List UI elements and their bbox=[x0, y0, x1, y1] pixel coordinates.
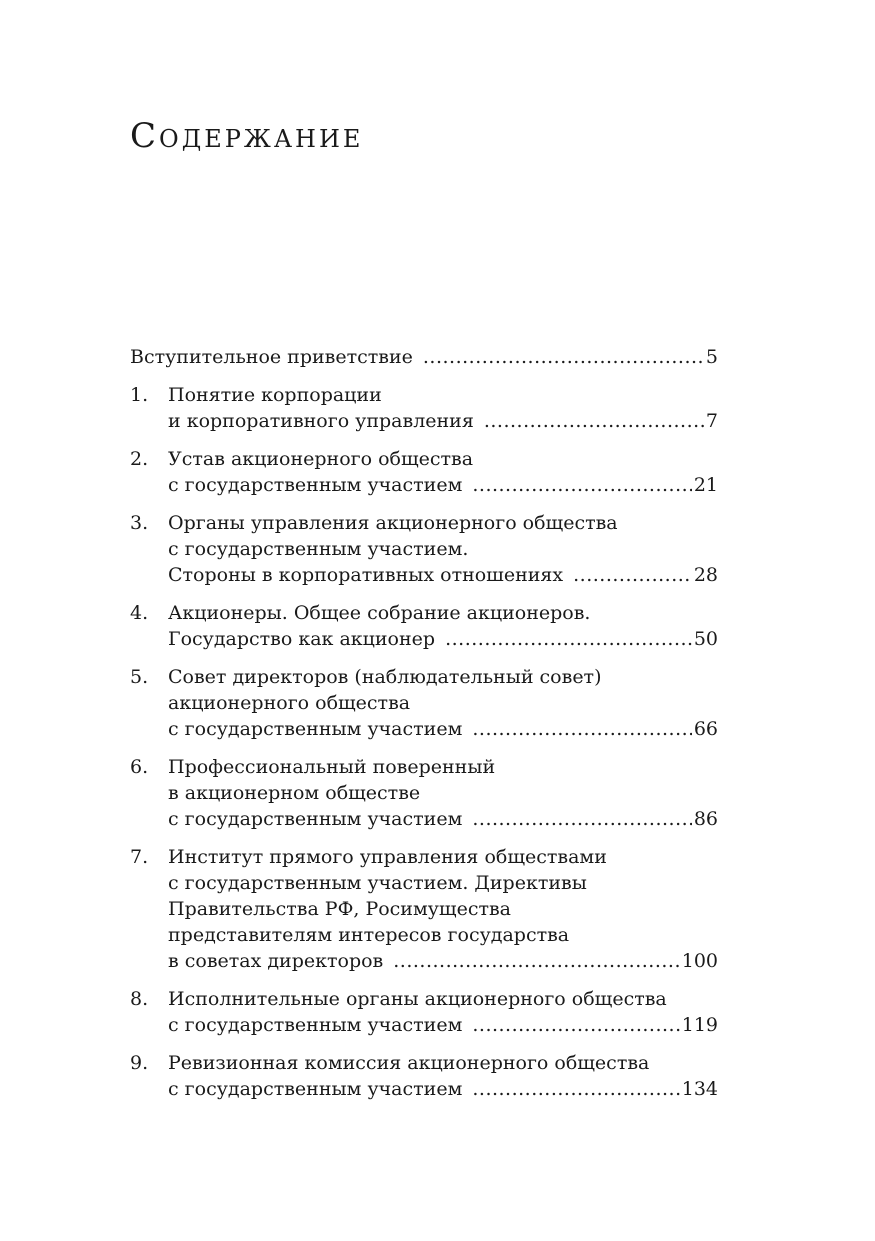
toc-entry[interactable] bbox=[130, 844, 718, 974]
toc-entry-line: с государственным участием. Директивы bbox=[168, 872, 587, 894]
toc-entry-title: Стороны в корпоративных отношениях bbox=[168, 564, 564, 586]
dot-leader bbox=[472, 806, 691, 832]
toc-page-number: 7 bbox=[705, 410, 718, 432]
dot-leader bbox=[472, 716, 691, 742]
toc-entry[interactable] bbox=[130, 754, 718, 832]
toc-page-number: 28 bbox=[693, 564, 718, 586]
toc-page-number: 66 bbox=[693, 718, 718, 740]
dot-leader bbox=[573, 562, 692, 588]
dot-leader bbox=[423, 344, 704, 370]
toc-entry-line: Правительства РФ, Росимущества bbox=[168, 898, 512, 920]
toc-entry-title: Государство как акционер bbox=[168, 628, 436, 650]
toc-entry-number: 2. bbox=[130, 448, 149, 470]
toc-entry[interactable] bbox=[130, 510, 718, 588]
toc-entry-line: Акционеры. Общее собрание акционеров. bbox=[168, 602, 591, 624]
toc-entry[interactable] bbox=[130, 382, 718, 434]
toc-entry-line: Профессиональный поверенный bbox=[168, 756, 496, 778]
toc-entry-number: 8. bbox=[130, 988, 149, 1010]
dot-leader bbox=[484, 408, 704, 434]
page-title: Содержание bbox=[130, 116, 364, 156]
toc-page-number: 134 bbox=[681, 1078, 718, 1100]
dot-leader bbox=[472, 472, 691, 498]
toc-page-number: 86 bbox=[693, 808, 718, 830]
toc-entry-title: с государственным участием bbox=[168, 474, 463, 496]
toc-page-number: 50 bbox=[693, 628, 718, 650]
toc-entry[interactable] bbox=[130, 344, 718, 370]
toc-entry[interactable] bbox=[130, 1050, 718, 1102]
toc-page-number: 100 bbox=[681, 950, 718, 972]
toc-entry-line: с государственным участием. bbox=[168, 538, 469, 560]
dot-leader bbox=[445, 626, 692, 652]
toc-entry-line: Исполнительные органы акционерного общества bbox=[168, 988, 667, 1010]
toc-entry-line: Понятие корпорации bbox=[168, 384, 382, 406]
table-of-contents bbox=[130, 344, 718, 1114]
toc-entry-title: и корпоративного управления bbox=[168, 410, 474, 432]
toc-entry-number: 3. bbox=[130, 512, 149, 534]
toc-entry-line: Устав акционерного общества bbox=[168, 448, 474, 470]
toc-entry-line: акционерного общества bbox=[168, 692, 411, 714]
toc-entry-title: с государственным участием bbox=[168, 1078, 463, 1100]
toc-entry-line: в акционерном обществе bbox=[168, 782, 421, 804]
toc-entry-number: 7. bbox=[130, 846, 149, 868]
toc-entry-number: 5. bbox=[130, 666, 149, 688]
toc-entry-title: с государственным участием bbox=[168, 808, 463, 830]
toc-page-number: 21 bbox=[693, 474, 718, 496]
toc-page-number: 119 bbox=[681, 1014, 718, 1036]
toc-entry-line: Органы управления акционерного общества bbox=[168, 512, 618, 534]
toc-entry-line: представителям интересов государства bbox=[168, 924, 570, 946]
toc-entry-title: с государственным участием bbox=[168, 1014, 463, 1036]
toc-entry-number: 9. bbox=[130, 1052, 149, 1074]
toc-entry-title: с государственным участием bbox=[168, 718, 463, 740]
toc-entry-line: Институт прямого управления обществами bbox=[168, 846, 607, 868]
toc-entry-number: 4. bbox=[130, 602, 149, 624]
toc-entry-title: в советах директоров bbox=[168, 950, 384, 972]
toc-entry-title: Вступительное приветствие bbox=[130, 346, 413, 368]
toc-entry[interactable] bbox=[130, 986, 718, 1038]
toc-entry[interactable] bbox=[130, 664, 718, 742]
toc-entry-number: 1. bbox=[130, 384, 149, 406]
toc-entry-number: 6. bbox=[130, 756, 149, 778]
dot-leader bbox=[472, 1012, 679, 1038]
toc-page-number: 5 bbox=[705, 346, 718, 368]
dot-leader bbox=[472, 1076, 679, 1102]
toc-entry-line: Ревизионная комиссия акционерного общества bbox=[168, 1052, 650, 1074]
toc-entry-line: Совет директоров (наблюдательный совет) bbox=[168, 666, 602, 688]
toc-entry[interactable] bbox=[130, 446, 718, 498]
toc-entry[interactable] bbox=[130, 600, 718, 652]
dot-leader bbox=[393, 948, 679, 974]
